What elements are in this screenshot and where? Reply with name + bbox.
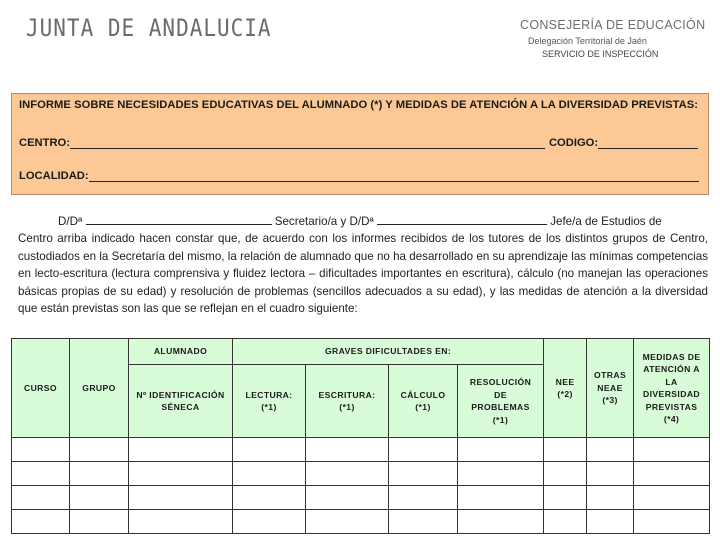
table-cell[interactable] — [544, 438, 587, 462]
col-grupo: GRUPO — [70, 339, 129, 438]
medidas-note: (*4) — [663, 414, 680, 424]
centro-field[interactable] — [70, 136, 545, 149]
report-title: INFORME SOBRE NECESIDADES EDUCATIVAS DEL ALUMNADO (*) Y MEDIDAS DE ATENCIÓN A LA DIVERSIDAD PREVISTAS: — [19, 99, 699, 111]
table-cell[interactable] — [634, 438, 710, 462]
report-info-box — [11, 93, 709, 195]
table-cell[interactable] — [634, 462, 710, 486]
declaration-body: Centro arriba indicado hacen constar que, de acuerdo con los informes recibidos de los tutores de los distintos grupos de Centro, custodiados en la Secretaría del mismo, la relación de alumnado que no ha desarrollado en su aprendizaje las mínimas competencias en lecto-escritura (lectura comprensiva y fluidez lectora – dificultades importantes en escritura), cálculo (no manejan las operaciones básicas propias de su edad) y resolución de problemas (sencillos adecuados a su edad), y las medidas de atención a la diversidad que están previstas son las que se reflejan en el cuadro siguiente: — [18, 232, 708, 316]
lectura-label: LECTURA: — [245, 389, 293, 400]
table-row — [12, 462, 710, 486]
codigo-field[interactable] — [598, 136, 698, 149]
delegation-name: Delegación Territorial de Jaén — [528, 36, 647, 46]
table-cell[interactable] — [129, 462, 233, 486]
localidad-label: LOCALIDAD: — [19, 170, 89, 182]
medidas-label: MEDIDAS DE ATENCIÓN A LA DIVERSIDAD PREVISTAS — [642, 351, 701, 412]
table-row — [12, 486, 710, 510]
table-cell[interactable] — [458, 438, 544, 462]
col-calculo — [389, 365, 458, 438]
junta-logo: JUNTA DE ANDALUCIA — [26, 14, 272, 42]
table-cell[interactable] — [70, 510, 129, 534]
table-cell[interactable] — [458, 486, 544, 510]
table-cell[interactable] — [70, 462, 129, 486]
otras-note: (*3) — [602, 395, 618, 406]
col-graves-dificultades: GRAVES DIFICULTADES EN: — [233, 339, 544, 365]
codigo-label: CODIGO: — [548, 137, 599, 149]
table-cell[interactable] — [129, 486, 233, 510]
service-name: SERVICIO DE INSPECCIÓN — [542, 49, 659, 59]
nee-note: (*2) — [557, 389, 573, 399]
table-cell[interactable] — [306, 486, 389, 510]
lectura-note: (*1) — [261, 402, 277, 412]
table-cell[interactable] — [544, 510, 587, 534]
centro-row — [19, 136, 698, 149]
col-medidas — [634, 339, 710, 438]
table-cell[interactable] — [306, 438, 389, 462]
col-curso: CURSO — [12, 339, 70, 438]
students-table-body — [12, 438, 710, 534]
table-cell[interactable] — [587, 510, 634, 534]
table-cell[interactable] — [233, 438, 306, 462]
table-cell[interactable] — [587, 438, 634, 462]
header-institution — [520, 18, 705, 59]
table-cell[interactable] — [233, 510, 306, 534]
dd-name-field[interactable] — [86, 214, 272, 225]
table-cell[interactable] — [233, 462, 306, 486]
secretario-label: Secretario/a y D/Dª — [274, 215, 374, 228]
col-id-seneca: Nº IDENTIFICACIÓN SÉNECA — [129, 365, 233, 438]
localidad-row — [19, 169, 699, 182]
col-nee — [544, 339, 587, 438]
dept-name: CONSEJERÍA DE EDUCACIÓN — [520, 18, 706, 32]
declaration-first-line — [18, 213, 708, 230]
table-cell[interactable] — [634, 486, 710, 510]
resolucion-note: (*1) — [492, 414, 509, 425]
table-cell[interactable] — [12, 438, 70, 462]
students-table — [11, 338, 710, 534]
table-cell[interactable] — [389, 438, 458, 462]
table-cell[interactable] — [129, 438, 233, 462]
table-cell[interactable] — [233, 486, 306, 510]
escritura-label: ESCRITURA: — [318, 389, 376, 400]
escritura-note: (*1) — [339, 402, 355, 412]
col-otras-neae — [587, 339, 634, 438]
resolucion-label: RESOLUCIÓN DE PROBLEMAS — [469, 377, 532, 412]
localidad-field[interactable] — [89, 169, 699, 182]
table-cell[interactable] — [389, 510, 458, 534]
otras-label: OTRAS NEAE — [594, 370, 627, 393]
table-cell[interactable] — [306, 510, 389, 534]
table-cell[interactable] — [129, 510, 233, 534]
table-row — [12, 438, 710, 462]
table-cell[interactable] — [389, 486, 458, 510]
table-cell[interactable] — [70, 438, 129, 462]
table-cell[interactable] — [458, 510, 544, 534]
col-resolucion — [458, 365, 544, 438]
table-cell[interactable] — [587, 462, 634, 486]
col-alumnado: ALUMNADO — [129, 339, 233, 365]
table-cell[interactable] — [12, 486, 70, 510]
declaration-paragraph — [18, 213, 708, 317]
table-cell[interactable] — [70, 486, 129, 510]
table-cell[interactable] — [458, 462, 544, 486]
dd-label: D/Dª — [58, 215, 83, 228]
nee-label: NEE — [555, 376, 575, 387]
table-cell[interactable] — [544, 462, 587, 486]
col-escritura — [306, 365, 389, 438]
table-cell[interactable] — [389, 462, 458, 486]
table-cell[interactable] — [12, 510, 70, 534]
table-cell[interactable] — [12, 462, 70, 486]
table-cell[interactable] — [587, 486, 634, 510]
centro-label: CENTRO: — [19, 137, 70, 149]
table-cell[interactable] — [544, 486, 587, 510]
calculo-label: CÁLCULO — [400, 389, 446, 400]
table-cell[interactable] — [634, 510, 710, 534]
table-row — [12, 510, 710, 534]
calculo-note: (*1) — [415, 402, 431, 412]
secretario-name-field[interactable] — [377, 214, 547, 225]
col-lectura — [233, 365, 306, 438]
table-cell[interactable] — [306, 462, 389, 486]
jefe-label: Jefe/a de Estudios de — [550, 215, 662, 228]
